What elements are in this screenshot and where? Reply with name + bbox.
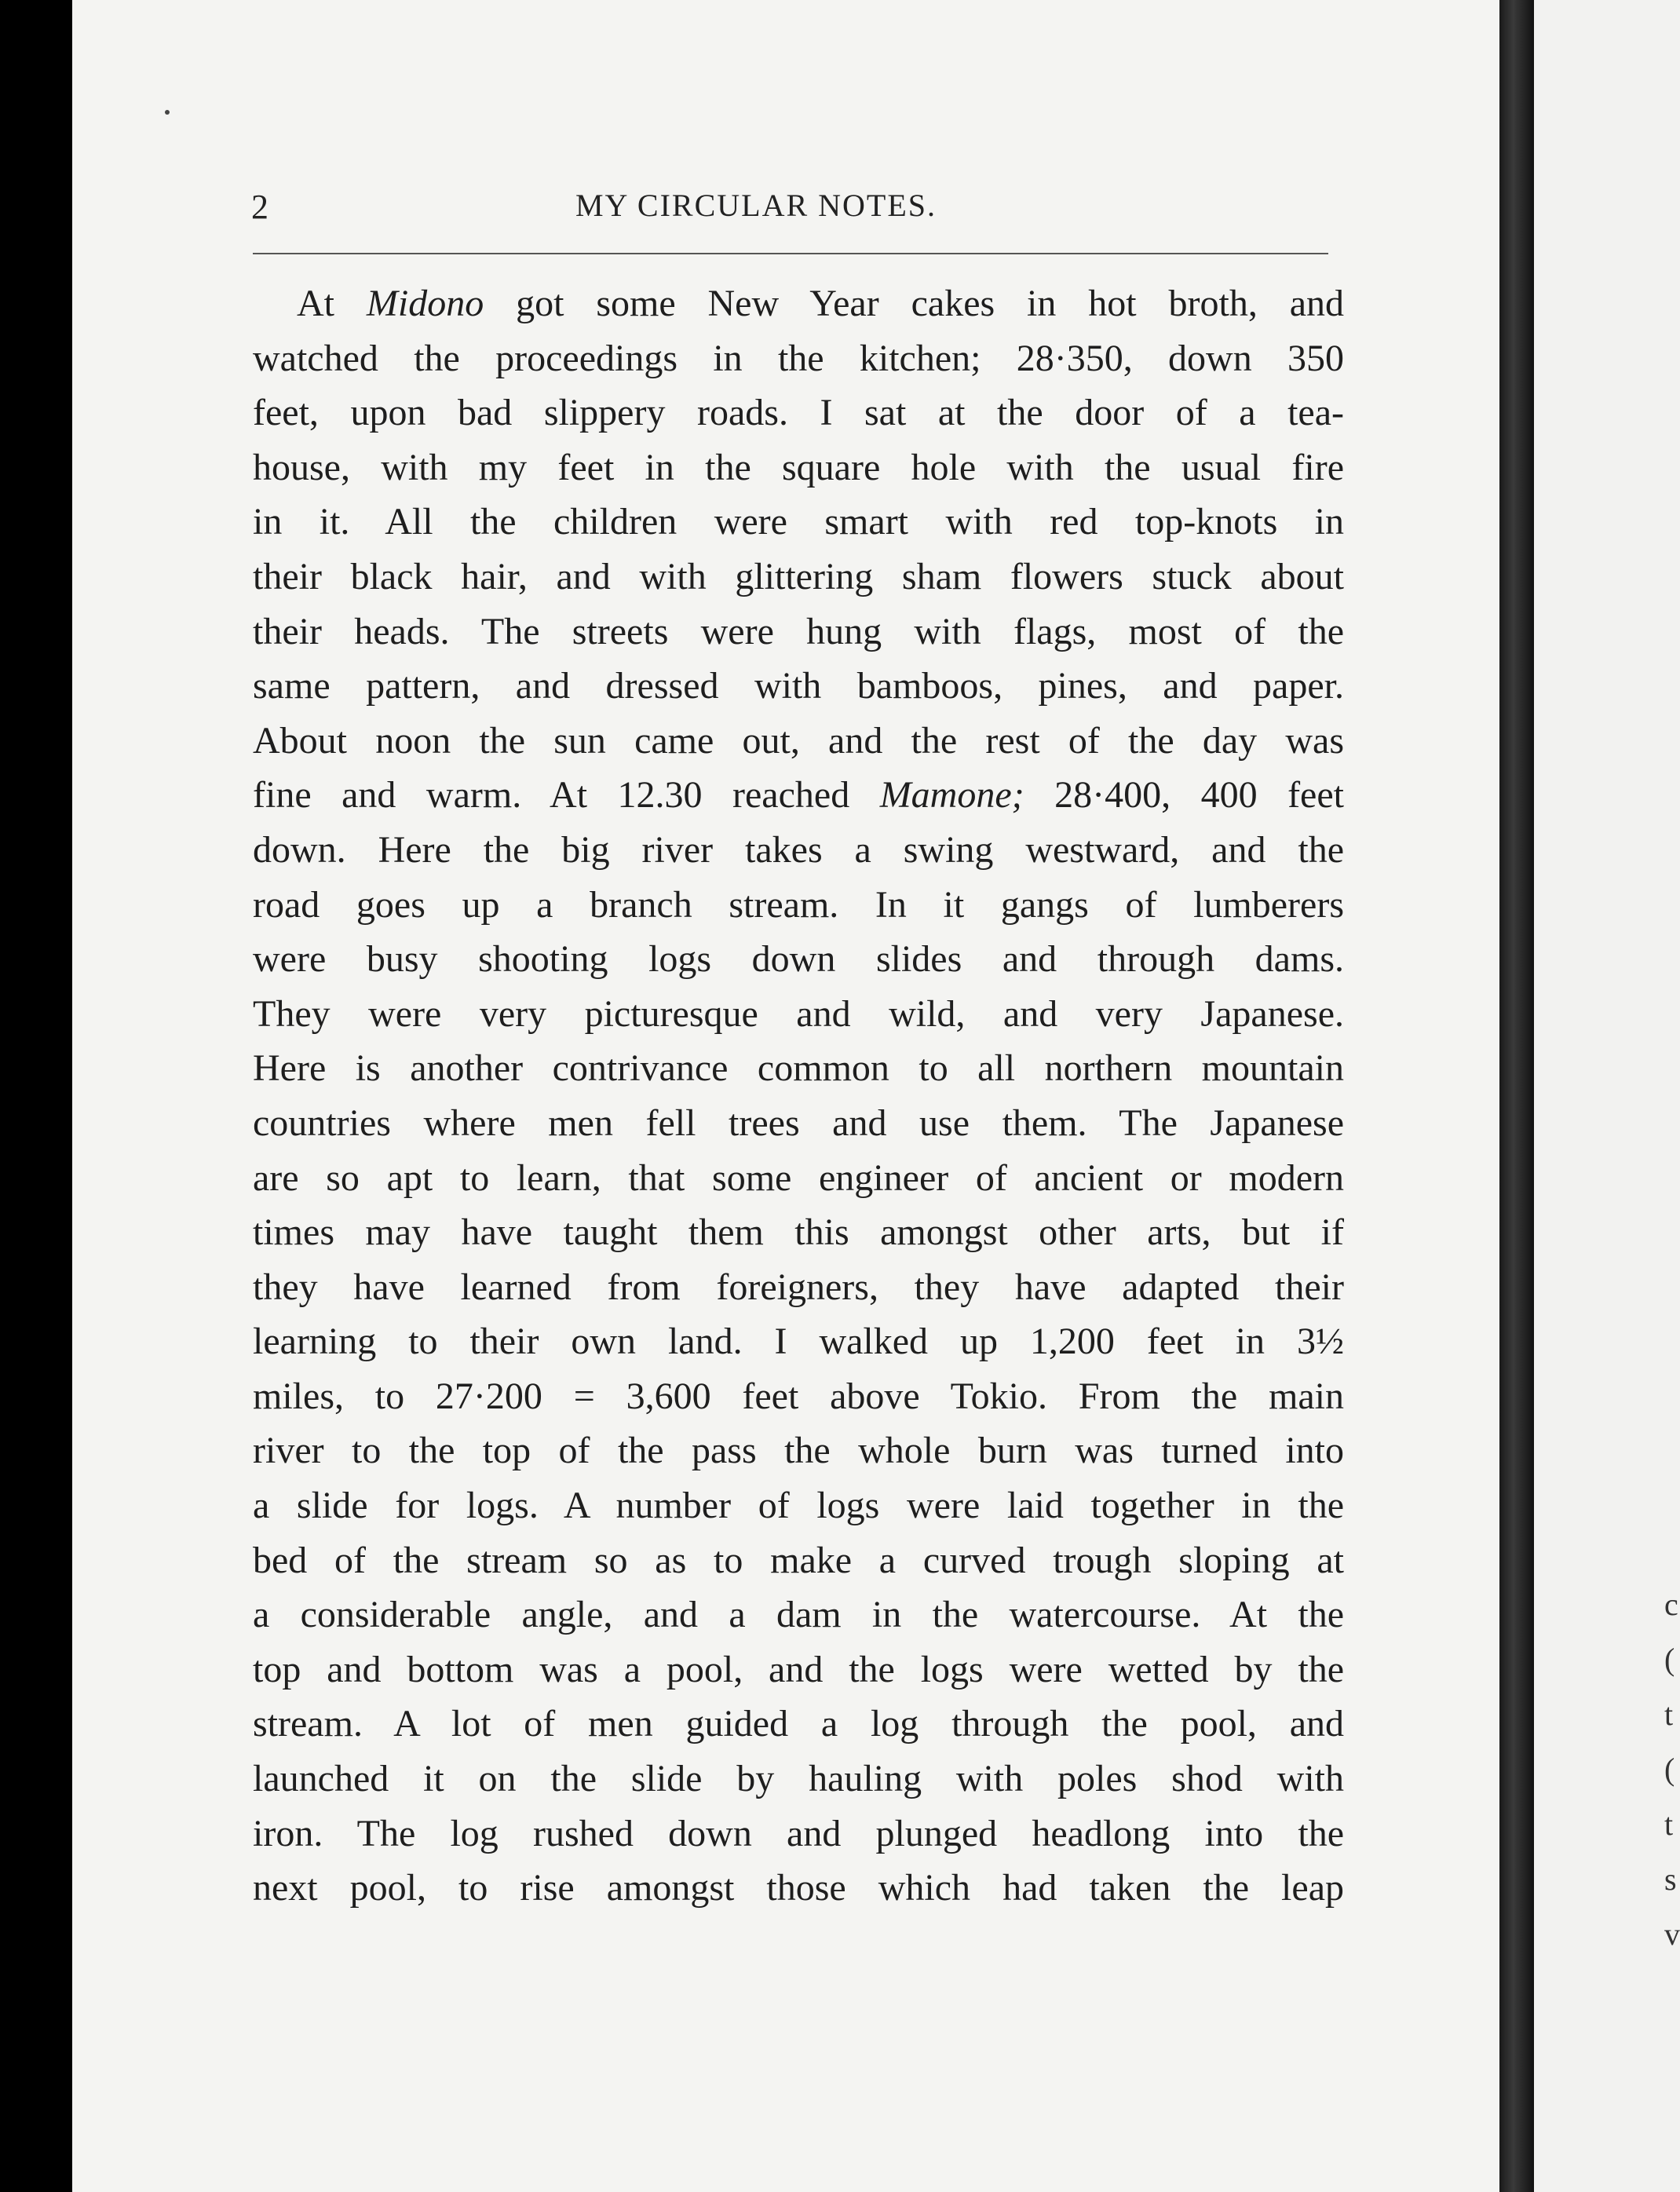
- text-segment: bed of the stream so as to make a curved trough sloping at: [253, 1539, 1344, 1581]
- bleed-letter: t: [1664, 1697, 1674, 1732]
- text-line: [253, 1587, 1344, 1642]
- italic-place-name: Mamone;: [879, 774, 1024, 817]
- text-line: [253, 932, 1344, 987]
- text-line: [253, 1478, 1344, 1533]
- text-segment: watched the proceedings in the kitchen; 28·350, down 350: [253, 337, 1344, 379]
- text-line: [253, 1151, 1344, 1206]
- adjacent-page: [1534, 0, 1680, 2192]
- text-line: [253, 1369, 1344, 1424]
- text-line: [253, 987, 1344, 1042]
- text-line: [253, 1752, 1344, 1807]
- text-line: [253, 823, 1344, 878]
- text-line: [253, 550, 1344, 605]
- text-line: [253, 768, 1344, 823]
- text-segment: Here is another contrivance common to all northern mountain: [253, 1047, 1344, 1090]
- text-segment: their heads. The streets were hung with flags, most of the: [253, 610, 1344, 652]
- text-segment: About noon the sun came out, and the rest of the day was: [253, 719, 1344, 762]
- bleed-letter: v: [1664, 1916, 1680, 1952]
- text-line: [253, 276, 1344, 331]
- text-segment: river to the top of the pass the whole burn was turned into: [253, 1430, 1344, 1472]
- text-line: [253, 1314, 1344, 1369]
- bleed-letter: t: [1664, 1807, 1674, 1842]
- text-segment: were busy shooting logs down slides and through dams.: [253, 938, 1344, 981]
- text-line: [253, 878, 1344, 933]
- text-segment: down. Here the big river takes a swing westward, and the: [253, 828, 1344, 871]
- text-segment: They were very picturesque and wild, and very Japanese.: [253, 992, 1344, 1035]
- text-segment: countries where men fell trees and use them. The Japanese: [253, 1101, 1344, 1144]
- text-segment: a slide for logs. A number of logs were laid together in the: [253, 1485, 1344, 1527]
- text-segment: a considerable angle, and a dam in the watercourse. At the: [253, 1594, 1344, 1636]
- text-line: [253, 495, 1344, 550]
- dust-speck: [165, 110, 170, 115]
- text-segment: feet, upon bad slippery roads. I sat at the door of a tea-: [253, 392, 1344, 434]
- text-segment: in it. All the children were smart with red top-knots in: [253, 501, 1344, 543]
- text-segment: times may have taught them this amongst other arts, but if: [253, 1211, 1344, 1254]
- text-segment: they have learned from foreigners, they have adapted their: [253, 1266, 1344, 1308]
- text-line: [253, 659, 1344, 714]
- italic-place-name: Midono: [366, 283, 484, 324]
- text-segment: At: [297, 283, 367, 324]
- text-segment: next pool, to rise amongst those which had taken the leap: [253, 1867, 1344, 1909]
- running-head: MY CIRCULAR NOTES.: [575, 188, 937, 223]
- text-line: [253, 1260, 1344, 1315]
- page-gutter-edge: [1499, 0, 1534, 2192]
- bleed-letter: c: [1664, 1587, 1678, 1622]
- text-segment: 28·400, 400 feet: [1024, 774, 1344, 817]
- text-line: [253, 331, 1344, 386]
- text-line: [253, 1697, 1344, 1752]
- bleed-letter: (: [1664, 1752, 1675, 1787]
- page-header: [176, 182, 1336, 229]
- text-line: [253, 714, 1344, 769]
- text-segment: miles, to 27·200 = 3,600 feet above Tokio. From the main: [253, 1375, 1344, 1417]
- text-segment: are so apt to learn, that some engineer of ancient or modern: [253, 1156, 1344, 1199]
- text-line: [253, 1861, 1344, 1916]
- header-rule: [253, 253, 1328, 254]
- text-line: [253, 440, 1344, 495]
- text-segment: house, with my feet in the square hole with the usual fire: [253, 446, 1344, 488]
- text-segment: their black hair, and with glittering sham flowers stuck about: [253, 555, 1344, 597]
- text-line: [253, 605, 1344, 659]
- text-segment: stream. A lot of men guided a log through the pool, and: [253, 1703, 1344, 1745]
- text-line: [253, 1423, 1344, 1478]
- text-segment: learning to their own land. I walked up 1,200 feet in 3½: [253, 1321, 1344, 1363]
- text-segment: launched it on the slide by hauling with poles shod with: [253, 1758, 1344, 1800]
- bleed-letter: s: [1664, 1861, 1677, 1897]
- text-segment: got some New Year cakes in hot broth, and: [484, 283, 1345, 324]
- text-segment: top and bottom was a pool, and the logs were wetted by the: [253, 1648, 1344, 1690]
- bleed-letter: (: [1664, 1642, 1675, 1677]
- text-line: [253, 1642, 1344, 1697]
- text-line: [253, 385, 1344, 440]
- body-text: [253, 276, 1344, 1916]
- text-segment: iron. The log rushed down and plunged headlong into the: [253, 1812, 1344, 1854]
- text-line: [253, 1041, 1344, 1096]
- text-line: [253, 1096, 1344, 1151]
- page-number: 2: [251, 188, 268, 226]
- text-segment: fine and warm. At 12.30 reached: [253, 774, 880, 817]
- text-line: [253, 1807, 1344, 1861]
- text-segment: road goes up a branch stream. In it gangs of lumberers: [253, 883, 1344, 926]
- text-line: [253, 1205, 1344, 1260]
- text-line: [253, 1533, 1344, 1588]
- text-segment: same pattern, and dressed with bamboos, pines, and paper.: [253, 665, 1344, 707]
